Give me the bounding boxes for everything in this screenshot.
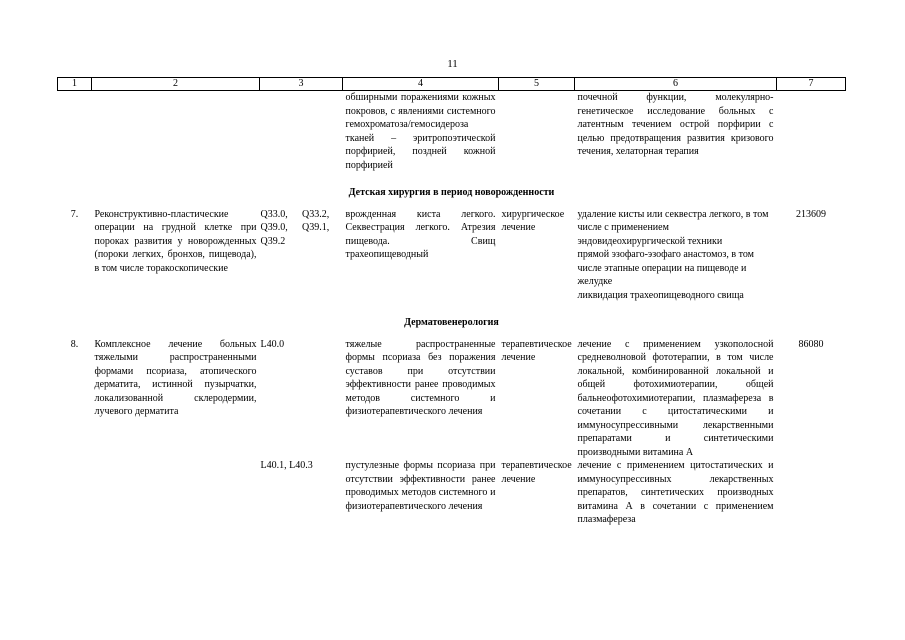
column-number: 4 <box>343 78 499 91</box>
table-row <box>58 208 846 303</box>
method-item: ликвидация трахеопищеводного свища <box>577 289 744 301</box>
care-type-cell: Комплексное лечение больных тяжелыми распространенными формами псориаза, атопического дерматита, истинной пузырчатки, локализованной склеродермии, лучевого дерматита <box>94 338 257 417</box>
patient-model-cell: обширными поражениями кожных покровов, с явлениями системного гемохроматоза/гемосидероза тканей – эритропоэтической порфирией, поздней кожной порфирией <box>345 92 496 171</box>
column-number: 7 <box>777 78 846 91</box>
patient-model-cell: тяжелые распространенные формы псориаза без поражения суставов при отсутствии эффективности ранее проводимых методов системного и физиотерапевтического лечения <box>345 338 496 417</box>
page-number: 11 <box>447 58 458 70</box>
row-number: 8. <box>70 338 79 350</box>
row-number: 7. <box>70 208 79 220</box>
icd-code-cell: L40.0 <box>260 338 285 350</box>
section-heading-row <box>58 302 846 338</box>
patient-model-cell: пустулезные формы псориаза при отсутствии эффективности ранее проводимых методов системного и физиотерапевтического лечения <box>345 460 496 512</box>
column-number: 1 <box>58 78 92 91</box>
cost-cell: 213609 <box>796 208 826 220</box>
patient-model-cell: врожденная киста легкого. Секвестрация легкого. Атрезия пищевода. Свищ трахеопищеводный <box>345 208 496 260</box>
icd-code-cell: L40.1, L40.3 <box>260 460 313 471</box>
column-number-row <box>58 78 846 91</box>
treatment-kind-cell: терапевтическое лечение <box>501 460 572 485</box>
treatment-method-cell: лечение с применением цитостатических и иммуносупрессивных лекарственных препаратов, синтетических производных витамина А в сочетании с применением плазмафереза <box>577 460 774 525</box>
cost-cell: 86080 <box>798 338 824 350</box>
care-type-cell: Реконструктивно-пластические операции на грудной клетке при пороках развития у новорожденных (пороки легких, бронхов, пищевода), в том числе торакоскопические <box>94 208 257 274</box>
section-heading: Дерматовенерология <box>404 317 499 328</box>
table-row <box>58 338 846 460</box>
treatment-method-cell: почечной функции, молекулярно-генетическое исследование больных с латентным течением острой порфирии с целью предотвращения развития кризового течения, хелаторная терапия <box>577 92 774 157</box>
treatment-method-cell <box>575 208 777 303</box>
table-row <box>58 91 846 173</box>
section-heading-row <box>58 172 846 208</box>
column-number: 6 <box>575 78 777 91</box>
icd-code-cell <box>260 208 343 303</box>
method-item: прямой эзофаго-эзофаго анастомоз, в том числе этапные операции на пищеводе и желудке <box>577 249 754 287</box>
medical-care-table <box>57 77 846 527</box>
icd-codes-b: Q33.2, Q39.1, <box>301 208 330 233</box>
treatment-kind-cell: терапевтическое лечение <box>501 338 572 363</box>
section-heading: Детская хирургия в период новорожденности <box>348 187 555 198</box>
column-number: 3 <box>260 78 343 91</box>
column-number: 5 <box>499 78 575 91</box>
treatment-method-cell: лечение с применением узкополосной средневолновой фототерапии, в том числе локальной, комбинированной локальной и общей фотохимиотерапии, общей бальнеофотохимиотерапии, плазмафереза в сочетании с цитостатическими и иммуносупрессивными лекарственными препаратами и синтетическими производными витамина А <box>577 338 774 458</box>
icd-codes-a: Q33.0, Q39.0, Q39.2 <box>260 208 288 247</box>
treatment-kind-cell: хирургическое лечение <box>501 208 565 233</box>
method-item: удаление кисты или секвестра легкого, в том числе с применением эндовидеохирургической техники <box>577 208 769 247</box>
table-row <box>58 459 846 527</box>
column-number: 2 <box>92 78 260 91</box>
